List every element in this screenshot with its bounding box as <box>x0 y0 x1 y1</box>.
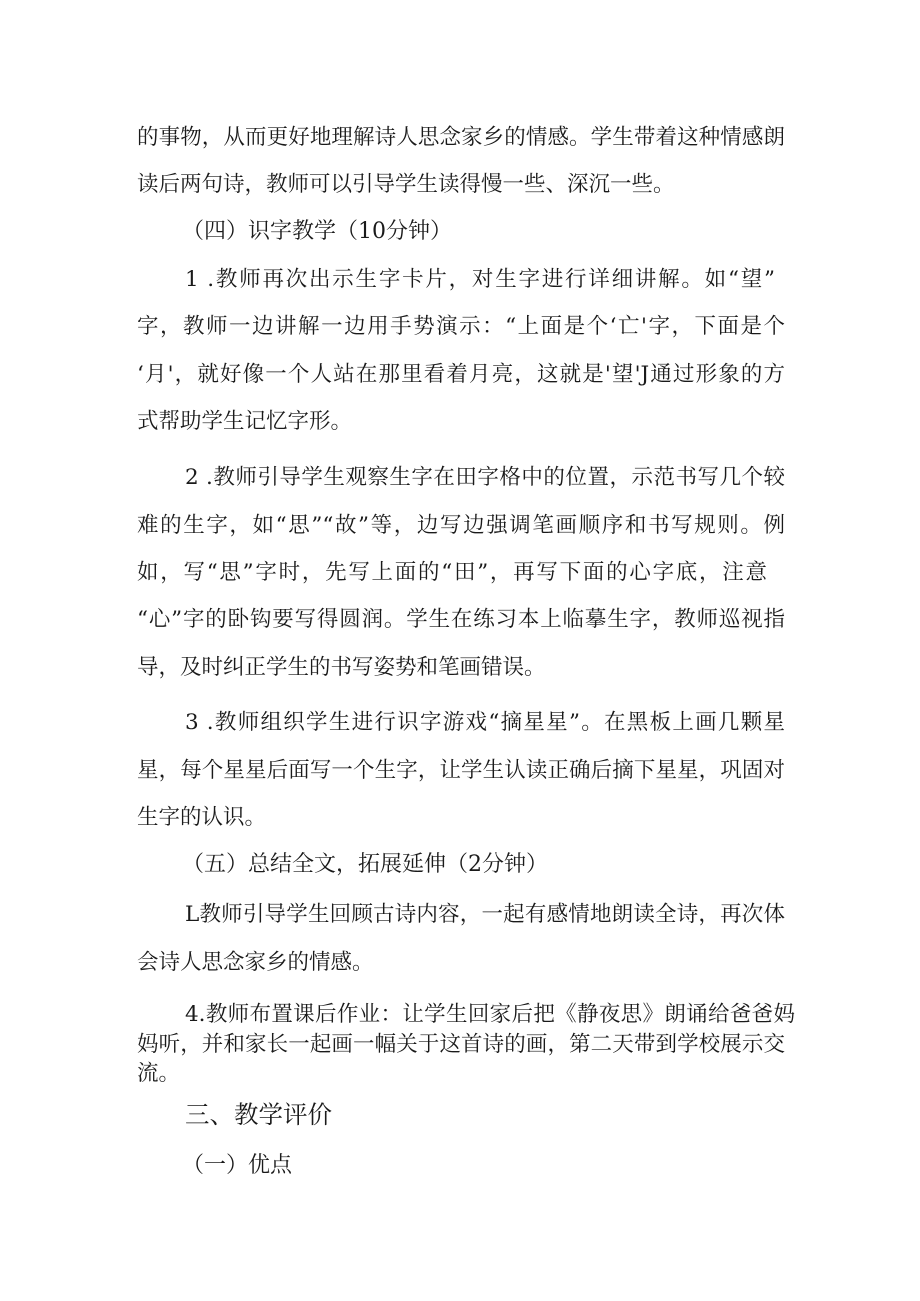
paragraph-text: ‘月'，就好像一个人站在那里看着月亮，这就是'望'J通过形象的方 <box>137 362 785 387</box>
text-line <box>0 265 920 295</box>
section-heading-text: （一）优点 <box>182 1153 293 1178</box>
text-line <box>0 558 920 588</box>
paragraph-text: 导，及时纠正学生的书写姿势和笔画错误。 <box>137 655 546 680</box>
text-line <box>0 1000 920 1030</box>
text-line <box>0 360 920 390</box>
paragraph-text: 字，教师一边讲解一边用手势演示：“上面是个‘亡'字，下面是个 <box>137 314 785 339</box>
text-line <box>0 312 920 342</box>
paragraph-text: 1 .教师再次出示生字卡片，对生字进行详细讲解。如“望” <box>185 267 775 292</box>
paragraph-text: 生字的认识。 <box>137 805 267 830</box>
text-line <box>0 1030 920 1060</box>
paragraph-text: 4.教师布置课后作业：让学生回家后把《静夜思》朗诵给爸爸妈 <box>185 1002 795 1027</box>
text-line <box>0 511 920 541</box>
paragraph-text: 2 .教师引导学生观察生字在田字格中的位置，示范书写几个较 <box>185 465 785 490</box>
text-line <box>0 463 920 493</box>
text-line <box>0 605 920 635</box>
text-line <box>0 123 920 153</box>
text-line <box>0 948 920 978</box>
paragraph-text: 3 .教师组织学生进行识字游戏“摘星星”。在黑板上画几颗星 <box>185 710 785 735</box>
paragraph-text: 如，写“思”字时，先写上面的“田”，再写下面的心字底，注意 <box>137 560 767 585</box>
text-line <box>0 708 920 738</box>
section-heading-text: （五）总结全文，拓展延伸（2分钟） <box>182 852 548 877</box>
paragraph-text: 妈听，并和家长一起画一幅关于这首诗的画，第二天带到学校展示交 <box>137 1032 785 1057</box>
section-heading <box>0 217 920 247</box>
section-heading-text: （四）识字教学（10分钟） <box>182 219 452 244</box>
section-heading <box>0 850 920 880</box>
paragraph-text: 读后两句诗，教师可以引导学生读得慢一些、深沉一些。 <box>137 172 675 197</box>
paragraph-text: 流。 <box>137 1061 181 1086</box>
paragraph-text: L教师引导学生回顾古诗内容，一起有感情地朗读全诗，再次体 <box>185 902 785 927</box>
paragraph-text: “心”字的卧钩要写得圆润。学生在练习本上临摹生字，教师巡视指 <box>137 607 785 632</box>
text-line <box>0 653 920 683</box>
section-heading <box>0 1100 920 1130</box>
text-line <box>0 803 920 833</box>
section-heading-text: 三、教学评价 <box>185 1100 332 1129</box>
section-heading <box>0 1151 920 1181</box>
paragraph-text: 难的生字，如“思”“故”等，边写边强调笔画顺序和书写规则。例 <box>137 513 785 538</box>
text-line <box>0 170 920 200</box>
text-line <box>0 900 920 930</box>
paragraph-text: 的事物，从而更好地理解诗人思念家乡的情感。学生带着这种情感朗 <box>137 125 785 150</box>
paragraph-text: 星，每个星星后面写一个生字，让学生认读正确后摘下星星，巩固对 <box>137 758 785 783</box>
text-line <box>0 756 920 786</box>
paragraph-text: 会诗人思念家乡的情感。 <box>137 950 374 975</box>
text-line <box>0 1059 920 1089</box>
paragraph-text: 式帮助学生记忆字形。 <box>137 409 353 434</box>
text-line <box>0 407 920 437</box>
